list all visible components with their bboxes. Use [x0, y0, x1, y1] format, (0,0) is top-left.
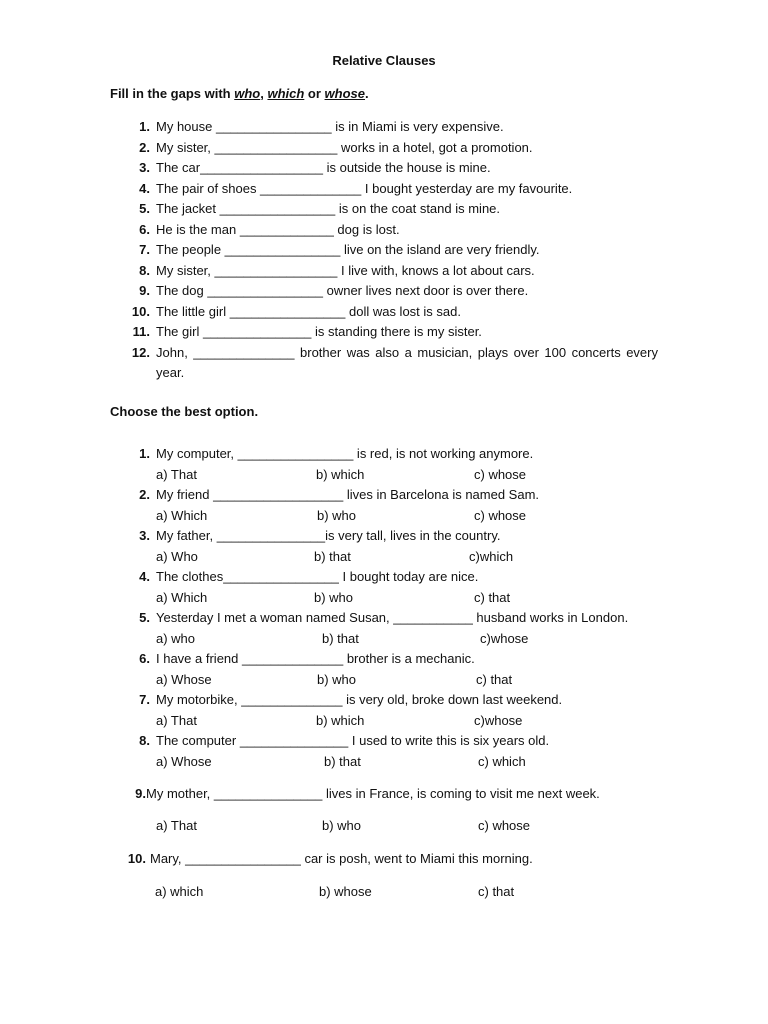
option-a: a) That	[156, 818, 197, 833]
question-row: 10. Mary, ________________ car is posh, went to Miami this morning.	[127, 851, 533, 866]
list-item: 9. The dog ________________ owner lives next door is over there.	[139, 283, 529, 298]
option-a: a) That	[156, 712, 197, 728]
option-c: c) whose	[478, 818, 531, 833]
option-b: b) that	[324, 753, 361, 769]
option-a: a) Whose	[156, 753, 212, 769]
question-row: 9. My mother, _______________ lives in France, is coming to visit me next week.	[135, 786, 600, 801]
question-row: 2. My friend __________________ lives in Barcelona is named Sam.	[139, 487, 540, 502]
options-row	[110, 548, 670, 566]
option-c: c) whose	[474, 466, 527, 482]
question-row: 8. The computer _______________ I used to write this is six years old.	[139, 733, 550, 748]
option-a: a) Who	[156, 548, 198, 564]
options-row	[110, 630, 670, 648]
list-item: 6. He is the man _____________ dog is lost.	[139, 221, 400, 237]
question-row: 3. My father, _______________is very tall, lives in the country.	[139, 528, 501, 543]
option-b: b) which	[316, 466, 365, 482]
section1-instruction: Fill in the gaps with who, which or whose.	[110, 86, 369, 101]
question-row: 4. The clothes________________ I bought today are nice.	[139, 569, 479, 584]
options-row	[110, 589, 670, 607]
option-b: b) who	[317, 507, 357, 523]
list-item: 12. John, ______________ brother was also a musician, plays over 100 concerts every year.	[131, 344, 658, 380]
option-c: c) which	[478, 753, 526, 769]
options-row	[110, 817, 670, 835]
option-b: b) which	[316, 712, 365, 728]
list-item: 10. The little girl ________________ doll was lost is sad.	[131, 303, 461, 319]
option-c: c)whose	[474, 712, 523, 728]
option-c: c) that	[476, 671, 513, 687]
gap-fill-list	[110, 118, 658, 385]
option-c: c) whose	[474, 507, 527, 523]
word-whose: whose	[324, 86, 366, 101]
list-item: 4. The pair of shoes ______________ I bought yesterday are my favourite.	[139, 180, 573, 196]
list-item: 3. The car_________________ is outside the house is mine.	[139, 160, 491, 175]
word-who: who	[234, 86, 261, 101]
option-c: c) that	[478, 884, 515, 899]
option-b: b) whose	[319, 884, 372, 899]
list-item: 2. My sister, _________________ works in a hotel, got a promotion.	[139, 139, 533, 155]
section2-instruction: Choose the best option.	[110, 404, 259, 419]
question-row: 1. My computer, ________________ is red, is not working anymore.	[139, 446, 534, 461]
options-row	[110, 671, 670, 689]
question-row: 7. My motorbike, ______________ is very old, broke down last weekend.	[139, 692, 563, 707]
option-a: a) That	[156, 466, 197, 482]
options-row	[110, 753, 670, 771]
options-row	[110, 883, 670, 901]
question-row: 5. Yesterday I met a woman named Susan, ___________ husband works in London.	[139, 610, 629, 625]
list-item: 7. The people ________________ live on the island are very friendly.	[139, 242, 540, 257]
question-row: 6. I have a friend ______________ brother is a mechanic.	[139, 651, 475, 666]
list-item: 5. The jacket ________________ is on the coat stand is mine.	[139, 201, 501, 216]
option-a: a) who	[156, 630, 196, 646]
options-row	[110, 712, 670, 730]
option-a: a) which	[155, 884, 204, 899]
option-a: a) Which	[156, 507, 208, 523]
option-b: b) that	[314, 548, 351, 564]
option-c: c)which	[469, 548, 514, 564]
option-a: a) Whose	[156, 671, 212, 687]
list-item: 1. My house ________________ is in Miami is very expensive.	[139, 119, 504, 134]
option-c: c)whose	[480, 630, 529, 646]
page-title: Relative Clauses	[332, 53, 436, 68]
option-c: c) that	[474, 589, 511, 605]
list-item: 8. My sister, _________________ I live with, knows a lot about cars.	[139, 262, 535, 278]
options-row	[110, 466, 670, 484]
option-b: b) who	[314, 589, 354, 605]
word-which: which	[267, 86, 305, 101]
list-item: 11. The girl _______________ is standing there is my sister.	[132, 324, 482, 339]
option-a: a) Which	[156, 589, 208, 605]
option-b: b) who	[317, 671, 357, 687]
option-b: b) who	[322, 818, 362, 833]
option-b: b) that	[322, 630, 359, 646]
options-row	[110, 507, 670, 525]
